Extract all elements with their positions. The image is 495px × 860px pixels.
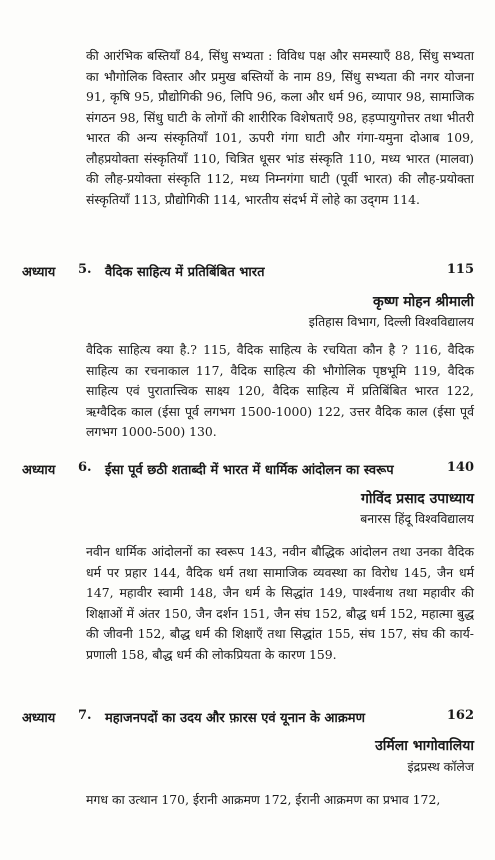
chapter-title: वैदिक साहित्य में प्रतिबिंबित भारत [105, 265, 265, 280]
chapter-5-affiliation: इतिहास विभाग, दिल्ली विश्वविद्यालय [308, 314, 474, 329]
chapter-7-affiliation: इंद्रप्रस्थ कॉलेज [407, 759, 474, 774]
chapter-7-contents: मगध का उत्थान 170, ईरानी आक्रमण 172, ईरानी आक्रमण का प्रभाव 172, [86, 792, 441, 807]
chapter-number: 6. [78, 460, 92, 475]
chapter-6-affiliation: बनारस हिंदू विश्वविद्यालय [360, 511, 474, 526]
chapter-5-heading [22, 262, 474, 282]
chapter-number: 5. [78, 262, 92, 277]
chapter-label: अध्याय [22, 463, 56, 478]
chapter-label: अध्याय [22, 265, 56, 280]
chapter-6-heading [22, 460, 474, 480]
chapter-5-author: कृष्ण मोहन श्रीमाली [373, 294, 474, 310]
chapter-5-contents: वैदिक साहित्य क्या है.? 115, वैदिक साहित्य के रचयिता कौन है ? 116, वैदिक साहित्य का रचनाकाल 117, वैदिक साहित्य की भौगोलिक पृष्ठभूमि 119, वैदिक साहित्य एवं पुरातात्त्विक साक्ष्य 120, वैदिक साहित्य में प्रतिबिंबित भारत 122, ऋग्वैदिक काल (ईसा पूर्व लगभग 1500-1000) 122, उत्तर वैदिक काल (ईसा पूर्व लगभग 1000-500) 130. [86, 342, 474, 439]
chapter-6-contents: नवीन धार्मिक आंदोलनों का स्वरूप 143, नवीन बौद्धिक आंदोलन तथा उनका वैदिक धर्म पर प्रहार 144, वैदिक धर्म तथा सामाजिक व्यवस्था का विरोध 145, जैन धर्म 147, महावीर स्वामी 148, जैन धर्म के सिद्धांत 149, पार्श्वनाथ तथा महावीर की शिक्षाओं में अंतर 150, जैन दर्शन 151, जैन संघ 152, बौद्ध धर्म 152, महात्मा बुद्ध की जीवनी 152, बौद्ध धर्म की शिक्षाएँ तथा सिद्धांत 155, संघ 157, संघ की कार्य-प्रणाली 158, बौद्ध धर्म की लोकप्रियता के कारण 159. [86, 544, 474, 662]
intro-contents-paragraph: की आरंभिक बस्तियाँ 84, सिंधु सभ्यता : विविध पक्ष और समस्याएँ 88, सिंधु सभ्यता का भौगोलिक विस्तार और प्रमुख बस्तियों के नाम 89, सिंधु सभ्यता की नगर योजना 91, कृषि 95, प्रौद्योगिकी 96, लिपि 96, कला और धर्म 96, व्यापार 98, सामाजिक संगठन 98, सिंधु घाटी के लोगों की शारीरिक विशेषताएँ 98, हड़प्पायुगोत्तर तथा भीतरी भारत की अन्य संस्कृतियाँ 101, ऊपरी गंगा घाटी और गंगा-यमुना दोआब 109, लौहप्रयोक्ता संस्कृतियाँ 110, चित्रित धूसर भांड संस्कृति 110, मध्य भारत (मालवा) की लौह-प्रयोक्ता संस्कृति 112, मध्य निम्नगंगा घाटी (पूर्वी भारत) की लौह-प्रयोक्ता संस्कृतियाँ 113, प्रौद्योगिकी 114, भारतीय संदर्भ में लोहे का उद्‌गम 114. [86, 48, 474, 207]
chapter-7-heading [22, 708, 474, 728]
chapter-6-author: गोविंद प्रसाद उपाध्याय [361, 491, 474, 507]
chapter-title: महाजनपदों का उदय और फ़ारस एवं यूनान के आक्रमण [105, 711, 365, 726]
chapter-7-author: उर्मिला भागोवालिया [375, 738, 474, 754]
chapter-page-number: 162 [446, 708, 474, 723]
chapter-page-number: 140 [446, 460, 474, 475]
chapter-number: 7. [78, 708, 92, 723]
chapter-page-number: 115 [446, 262, 474, 277]
chapter-title: ईसा पूर्व छठी शताब्दी में भारत में धार्मिक आंदोलन का स्वरूप [105, 463, 394, 478]
chapter-label: अध्याय [22, 711, 56, 726]
